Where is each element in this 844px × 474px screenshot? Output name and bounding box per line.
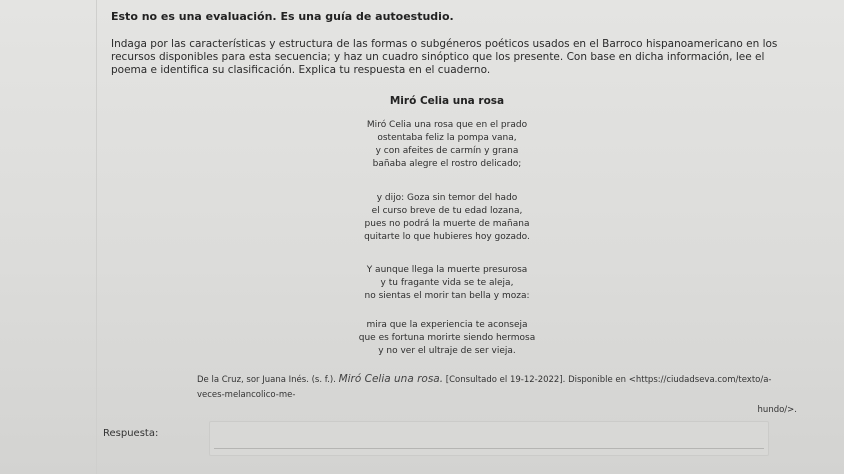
poem-stanza-2: [97, 192, 797, 244]
poem-line: Miró Celia una rosa que en el prado: [366, 120, 528, 130]
poem-line: y no ver el ultraje de ser vieja.: [378, 346, 516, 356]
poem-line: y tu fragante vida se te aleja,: [380, 278, 514, 288]
poem-line: bañaba alegre el rostro delicado;: [372, 159, 522, 169]
answer-label: Respuesta:: [103, 428, 159, 439]
answer-input[interactable]: [209, 421, 769, 456]
poem-line: pues no podrá la muerte de mañana: [364, 219, 530, 229]
citation-author: De la Cruz, sor Juana Inés. (s. f.).: [197, 375, 336, 385]
answer-underline: [214, 448, 764, 449]
citation-source: [Consultado el 19-12-2022]. Disponible en <https://ciudadseva.com/texto/a-veces-melancolico-me-: [197, 375, 772, 400]
poem-line: el curso breve de tu edad lozana,: [371, 206, 523, 216]
poem-line: Y aunque llega la muerte presurosa: [366, 265, 528, 275]
poem-title: Miró Celia una rosa: [389, 95, 505, 107]
poem-line: y con afeites de carmín y grana: [375, 146, 519, 156]
poem-line: que es fortuna morirte siendo hermosa: [358, 333, 536, 343]
citation-work-title: Miró Celia una rosa.: [338, 373, 444, 385]
poem-line: ostentaba feliz la pompa vana,: [377, 133, 517, 143]
self-study-notice: Esto no es una evaluación. Es una guía de autoestudio.: [111, 10, 454, 23]
instructions-paragraph: Indaga por las características y estructura de las formas o subgéneros poéticos usados en el Barroco hispanoamericano en los recursos disponibles para esta secuencia; y haz un cuadro sinóptico que los presente. Con base en dicha información, lee el poema e identifica su clasificación. Explica tu respuesta en el cuaderno.: [111, 38, 778, 76]
worksheet-page: [96, 0, 837, 474]
poem-citation: [197, 372, 797, 418]
poem-line: quitarte lo que hubieres hoy gozado.: [364, 232, 530, 242]
poem-stanza-3: [97, 264, 797, 303]
poem-line: mira que la experiencia te aconseja: [366, 320, 528, 330]
citation-url-end: hundo/>.: [757, 405, 797, 415]
poem-stanza-4: [97, 319, 797, 358]
poem-line: y dijo: Goza sin temor del hado: [376, 193, 518, 203]
poem-stanza-1: [97, 119, 797, 171]
poem-line: no sientas el morir tan bella y moza:: [364, 291, 530, 301]
